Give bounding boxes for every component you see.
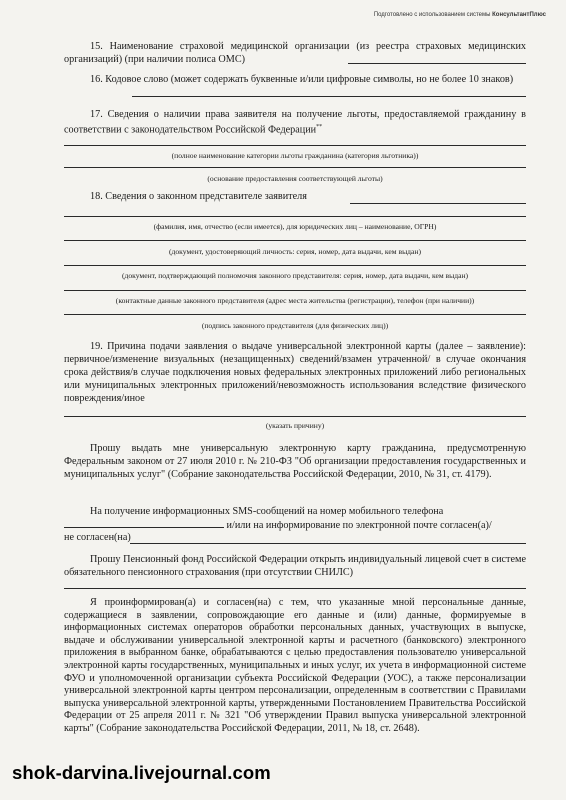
section-16 — [64, 73, 526, 86]
section-18-field-4[interactable] — [64, 290, 526, 291]
section-17-text: 17. Сведения о наличии права заявителя на получение льготы, предоставляемой гражданину в соответствии с законодательством Российской Федерации — [64, 109, 526, 136]
sms-line-2-text: и/или на информирование по электронной почте согласен(а)/ — [226, 520, 492, 531]
section-18 — [64, 190, 526, 203]
section-18-text: 18. Сведения о законном представителе заявителя — [90, 191, 307, 202]
section-17-caption-1: (полное наименование категории льготы гражданина (категория льготника)) — [171, 151, 419, 160]
section-17-mark: ** — [316, 124, 323, 130]
section-19-text: 19. Причина подачи заявления о выдаче универсальной электронной карты (далее – заявление): первичное/изменение визуальных (незащищенных) сведений/взамен утраченной/ в случае окончания срока действия/в случае подключения новых федеральных электронных приложений либо региональных или муниципальных электронных приложений/невозможность использования вследствие физического повреждения/иное — [64, 341, 526, 404]
sms-consent-line-1 — [64, 505, 526, 518]
section-18-caption-3: (документ, подтверждающий полномочия законного представителя: серия, номер, дата выдачи, кем выдан) — [121, 271, 469, 280]
sms-line-1-text: На получение информационных SMS-сообщений на номер мобильного телефона — [90, 506, 444, 517]
section-19-caption: (указать причину) — [265, 421, 325, 430]
section-17-caption-2: (основание предоставления соответствующей льготы) — [207, 174, 383, 183]
section-17-field-1[interactable] — [64, 145, 526, 146]
section-18-caption-5: (подпись законного представителя (для физических лиц)) — [201, 321, 389, 330]
sms-line-3-text: не согласен(на) — [64, 532, 131, 543]
section-19-field[interactable] — [64, 416, 526, 417]
section-18-field-3[interactable] — [64, 265, 526, 266]
section-18-caption-1: (фамилия, имя, отчество (если имеется), для юридических лиц – наименование, ОГРН) — [153, 222, 437, 231]
pension-paragraph — [64, 553, 526, 579]
request-text: Прошу выдать мне универсальную электронную карту гражданина, предусмотренную Федеральным законом от 27 июля 2010 г. № 210-ФЗ "Об организации предоставления государственных и муниципальных услуг" (Собрание законодательства Российской Федерации, 2010, № 31, ст. 4179). — [64, 443, 526, 480]
header-prefix: Подготовлено с использованием системы — [373, 12, 493, 18]
section-15-field[interactable] — [348, 63, 526, 64]
section-18-field-0[interactable] — [350, 203, 526, 204]
section-17-field-2[interactable] — [64, 167, 526, 168]
sms-email-field[interactable] — [130, 543, 526, 544]
section-18-field-2[interactable] — [64, 240, 526, 241]
section-18-field-1[interactable] — [64, 216, 526, 217]
header-note — [374, 12, 546, 18]
sms-phone-field[interactable] — [64, 518, 224, 528]
request-paragraph — [64, 442, 526, 481]
section-17 — [64, 108, 526, 136]
header-brand: КонсультантПлюс — [492, 12, 546, 18]
section-15-text: 15. Наименование страховой медицинской организации (из реестра страховых медицинских организаций) (при наличии полиса ОМС) — [64, 41, 526, 65]
consent-text: Я проинформирован(а) и согласен(на) с тем, что указанные мной персональные данные, содержащиеся в заявлении, сопровождающие его данные и (или) данные, формируемые в информационных системах операторов обработки персональных данных, участвующих в выпуске, выдаче и обслуживании универсальной электронной карты и расчетного (банковского) электронного приложения в выбранном банке, обрабатываются с целью предоставления пользователю универсальной электронной карты государственных, муниципальных и иных услуг, их учета в информационной системе ФУО и уполномоченной организации субъекта Российской Федерации (УОС), а также персонализации универсальной электронной карты центром персонализации, определенным в соответствии с Правилами выпуска универсальной электронной карты, утвержденными Постановлением Правительства Российской Федерации от 25 апреля 2011 г. № 321 "Об утверждении Правил выпуска универсальной электронной карты" (Собрание законодательства Российской Федерации, 2011, № 18, ст. 2648). — [64, 597, 526, 734]
pension-field[interactable] — [64, 588, 526, 589]
sms-consent-line-2 — [64, 518, 526, 532]
watermark: shok-darvina.livejournal.com — [12, 762, 271, 783]
section-18-field-5[interactable] — [64, 314, 526, 315]
section-18-caption-4: (контактные данные законного представителя (адрес места жительства (регистрации), телефон (при наличии)) — [115, 296, 475, 305]
section-16-text: 16. Кодовое слово (может содержать буквенные и/или цифровые символы, но не более 10 знаков) — [90, 74, 514, 85]
section-19 — [64, 340, 526, 405]
section-18-caption-2: (документ, удостоверяющий личность: серия, номер, дата выдачи, кем выдан) — [168, 247, 421, 256]
consent-paragraph — [64, 597, 526, 736]
pension-text: Прошу Пенсионный фонд Российской Федерации открыть индивидуальный лицевой счет в системе обязательного пенсионного страхования (при отсутствии СНИЛС) — [64, 554, 526, 578]
section-16-field[interactable] — [132, 96, 526, 97]
